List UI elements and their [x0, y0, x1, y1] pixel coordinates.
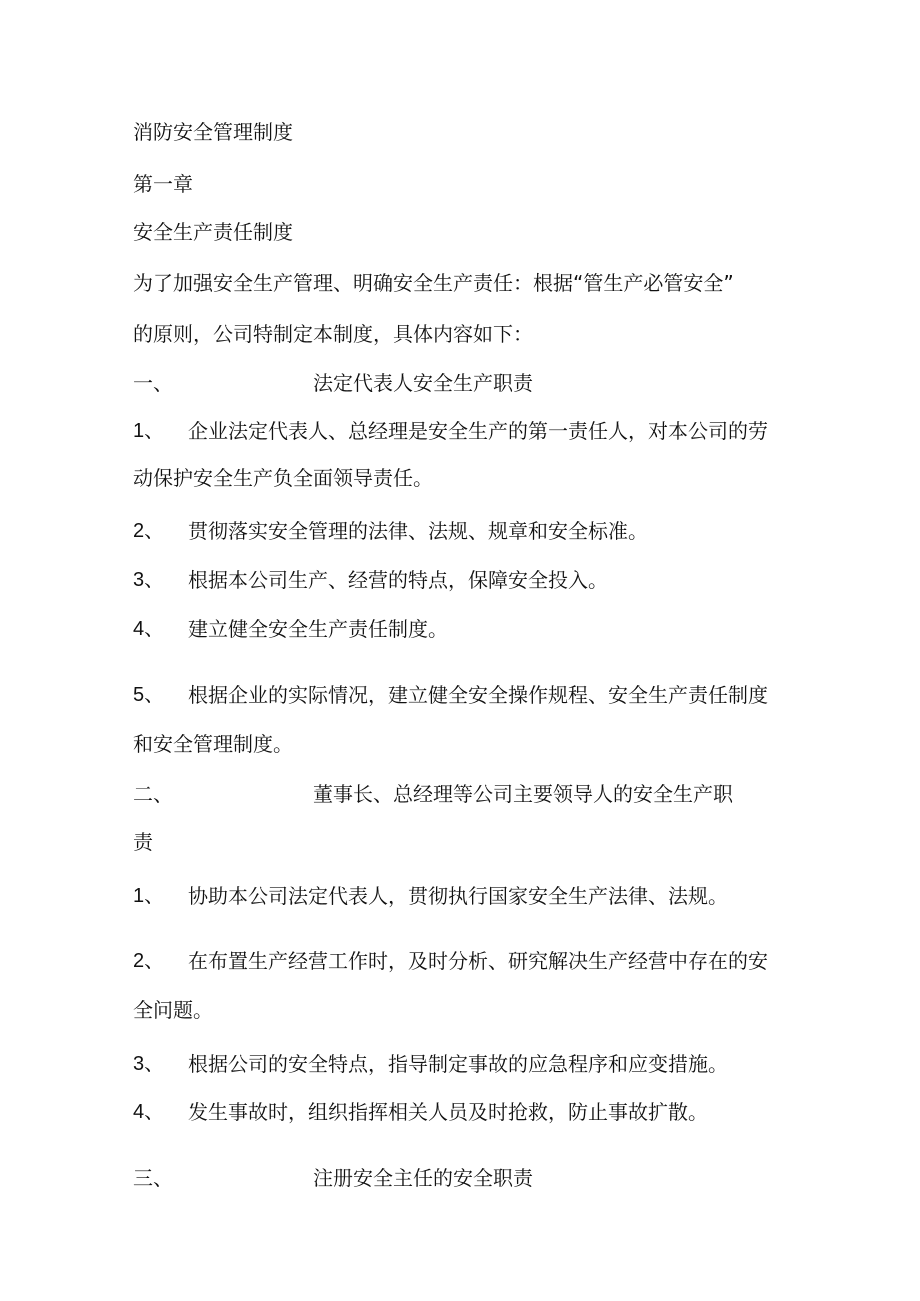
section-numeral: 三、: [133, 1166, 173, 1190]
doc-subtitle: 安全生产责任制度: [133, 220, 293, 244]
section-heading: 董事长、总经理等公司主要领导人的安全生产职: [313, 782, 733, 806]
item-text: 发生事故时，组织指挥相关人员及时抢救，防止事故扩散。: [188, 1100, 708, 1124]
item-number: 2、: [133, 520, 165, 542]
doc-title: 消防安全管理制度: [133, 120, 293, 144]
item-number: 4、: [133, 618, 165, 640]
item-text: 协助本公司法定代表人，贯彻执行国家安全生产法律、法规。: [188, 884, 728, 908]
item-number: 3、: [133, 1053, 165, 1075]
item-text: 企业法定代表人、总经理是安全生产的第一责任人，对本公司的劳: [188, 419, 768, 443]
section-numeral: 一、: [133, 371, 173, 395]
item-text-continued: 动保护安全生产负全面领导责任。: [133, 466, 433, 490]
item-number: 1、: [133, 885, 165, 907]
item-number: 1、: [133, 420, 165, 442]
item-text-continued: 全问题。: [133, 998, 213, 1022]
section-numeral: 二、: [133, 782, 173, 806]
section-heading: 注册安全主任的安全职责: [313, 1166, 533, 1190]
item-text: 建立健全安全生产责任制度。: [188, 617, 448, 641]
item-text-continued: 和安全管理制度。: [133, 732, 293, 756]
intro-paragraph-line-2: 的原则，公司特制定本制度，具体内容如下：: [133, 322, 533, 346]
item-text: 根据本公司生产、经营的特点，保障安全投入。: [188, 568, 608, 592]
item-number: 4、: [133, 1101, 165, 1123]
section-heading: 法定代表人安全生产职责: [313, 371, 533, 395]
item-text: 根据公司的安全特点，指导制定事故的应急程序和应变措施。: [188, 1052, 728, 1076]
intro-paragraph-line-1: 为了加强安全生产管理、明确安全生产责任：根据“管生产必管安全”: [133, 271, 734, 295]
item-number: 5、: [133, 684, 165, 706]
item-text: 在布置生产经营工作时，及时分析、研究解决生产经营中存在的安: [188, 949, 768, 973]
section-heading-continued: 责: [133, 830, 153, 854]
item-number: 3、: [133, 569, 165, 591]
item-text: 贯彻落实安全管理的法律、法规、规章和安全标准。: [188, 519, 648, 543]
item-number: 2、: [133, 950, 165, 972]
item-text: 根据企业的实际情况，建立健全安全操作规程、安全生产责任制度: [188, 683, 768, 707]
chapter-label: 第一章: [133, 172, 193, 196]
